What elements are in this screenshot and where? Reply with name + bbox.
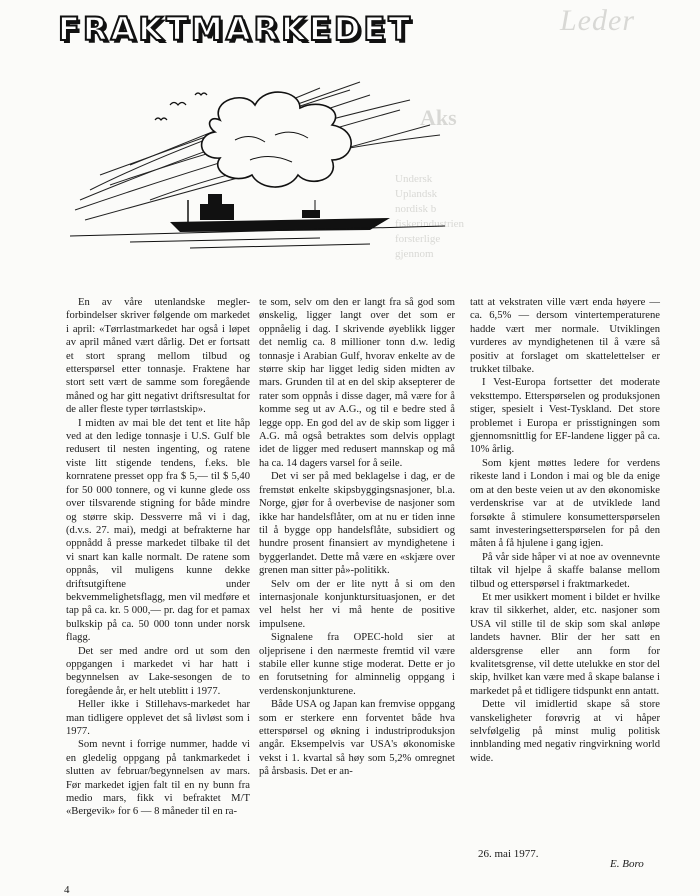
article-date: 26. mai 1977. bbox=[478, 848, 539, 860]
paragraph: Heller ikke i Stillehavs-markedet har man tidligere opplevet det så livløst som i 1977. bbox=[66, 699, 250, 737]
paragraph: te som, selv om den er langt fra så god som ønskelig, ligger langt over det som er oppnåelig i dag. I skrivende øyeblikk ligger det nemlig ca. 8 millioner tonn d.w. ledig tonnasje i Arabian Gulf, hvorav enkelte av de større skip har ligget ledig siden midten av mars. Grunden til at en del skip aksepterer de rater som oppnås i disse dager, må være for å komme seg ut av A.G., og til e bedre sted å legge opp. En god del av de skip som ligger i A.G. må også betraktes som delvis opplagt idet de ligger med redusert mannskap og må ha ca. 14 dagers varsel for å seile. bbox=[259, 297, 455, 469]
ghost-line: gjennom bbox=[395, 248, 434, 260]
paragraph: I midten av mai ble det tent et lite håp ved at den ledige tonnasje i U.S. Gulf ble redusert til nesten ingenting, og ratene viste litt stigende tendens, f.eks. ble kornratene presset opp fra $ 5,— til $ 5,40 for 50 000 tonnere, og vi kunne glede oss over tilsvarende stigning for både mindre og større skip. Dessverre må vi i dag, (d.v.s. 27. mai), medgi at befrakterne har oppnådd å presse markedet tilbake til det vi snart kan kalle normalt. De ratene som oppnås, vil muligens kunne dekke driftsutgiftene under bekvemmelighetsflagg, men vil medføre et tap på ca. kr. 5 000,— pr. dag for et pamax bulkskip på ca. 50 000 tonn under norsk flagg. bbox=[66, 417, 250, 644]
page-number: 4 bbox=[64, 884, 70, 896]
paragraph: En av våre utenlandske megler-forbindelser skriver følgende om markedet i april: «Tørrlastmarkedet har også i løpet av april måned vært dårlig. Det er fortsatt et stort sprang mellom tilbud og etterspørsel etter tonnasje. Fraktene har stort sett vært de samme som foregående måned og har gitt negativt driftsresultat for de aller fleste typer tørrlastskip». bbox=[66, 297, 250, 416]
paragraph: Både USA og Japan kan fremvise oppgang som er sterkere enn forventet både hva etterspørsel og økning i industriproduksjon angår. Eksempelvis var USA's økonomiske vekst i 1. kvartal så høy som 5,2% omregnet på årsbasis. Det er an- bbox=[259, 699, 455, 778]
article-column-1 bbox=[66, 296, 250, 819]
article-column-3 bbox=[470, 296, 660, 765]
paragraph: Et mer usikkert moment i bildet er hvilke krav til sikkerhet, alder, etc. nasjoner som USA vil stille til de skip som skal anløpe landets havner. Blir der her satt en aldersgrense eller ann form for kvalitetsgrense, vil dette utelukke en stor del skip, hvilket kan være med å skape balanse i markedet på et tidligere tidspunkt enn antatt. bbox=[470, 591, 660, 697]
paragraph: tatt at vekstraten ville vært enda høyere — ca. 6,5% — dersom vintertemperaturene hadde vært mer normale. Utviklingen vurderes av myndighetenen til å være så positiv at forslaget om skattelettelser er trukket tilbake. bbox=[470, 297, 660, 376]
article-column-2 bbox=[259, 296, 455, 779]
paragraph: På vår side håper vi at noe av ovennevnte tiltak vil hjelpe å skaffe balanse mellom tilbud og etterspørsel i fraktmarkedet. bbox=[470, 551, 660, 590]
paragraph: Det ser med andre ord ut som den oppgangen i markedet vi har hatt i begynnelsen av Lake-sesongen de to foregående år, er helt uteblitt i 1977. bbox=[66, 645, 250, 697]
paragraph: I Vest-Europa fortsetter det moderate veksttempo. Etterspørselen og produksjonen stiger, spesielt i Vest-Tyskland. Det store problemet i Europa er prisstigningen som gjennomsnittlig for EF-landene ligger på ca. 10% årlig. bbox=[470, 377, 660, 456]
ghost-line: fiskerindustrien bbox=[395, 218, 465, 230]
ghost-line: Undersk bbox=[395, 173, 433, 185]
ghost-line: nordisk b bbox=[395, 203, 437, 215]
ghost-title: Leder bbox=[560, 4, 635, 37]
paragraph: Det vi ser på med beklagelse i dag, er de fremstøt enkelte skipsbyggingsnasjoner, bl.a. Norge, gjør for å overbevise de nasjoner som ikke har handelsflåter, om at nu er tiden inne til å bygge opp handelsflåte, subsidiert og hundre prosent finansiert av myndighetene i byggerlandet. Dette må være en «skjære over grenen man sitter på»-politikk. bbox=[259, 471, 455, 577]
paragraph: Selv om der er lite nytt å si om den internasjonale konjunktursituasjonen, er det vel helst her vi må hente de positive impulsene. bbox=[259, 578, 455, 630]
paragraph: Signalene fra OPEC-hold sier at oljeprisene i den nærmeste fremtid vil være stabile eller kunne stige moderat. Dette er jo en forutsetning for alminnelig oppgang i verdenskonjunkturene. bbox=[259, 632, 455, 697]
page-title: FRAKTMARKEDET bbox=[58, 10, 414, 48]
ghost-line: Uplandsk bbox=[395, 188, 438, 200]
paragraph: Som nevnt i forrige nummer, hadde vi en gledelig oppgang på tankmarkedet i slutten av februar/begynnelsen av mars. Før markedet igjen falt til en ny bunn fra medio mars, fikk vi befraktet M/T «Bergevik» for 6 — 8 måneder til en ra- bbox=[66, 739, 250, 818]
paragraph: Som kjent møttes ledere for verdens rikeste land i London i mai og ble da enige om at den beste veien ut av den økonomiske verdenskrise var at de utviklede land forsøkte å stimulere konsumetterspørselen samt investeringsetterspørselen for på den måten å få hjulene i gang igjen. bbox=[470, 457, 660, 550]
ship-icon bbox=[70, 80, 450, 255]
ghost-subtitle: Aks bbox=[420, 105, 457, 130]
author-signature: E. Boro bbox=[610, 858, 644, 870]
ghost-line: forsterlige bbox=[395, 233, 441, 245]
paragraph: Dette vil imidlertid skape så store vanskeligheter forøvrig at vi håper selvfølgelig på minst mulig politisk innblanding med negativ ringvirkning world wide. bbox=[470, 699, 660, 764]
